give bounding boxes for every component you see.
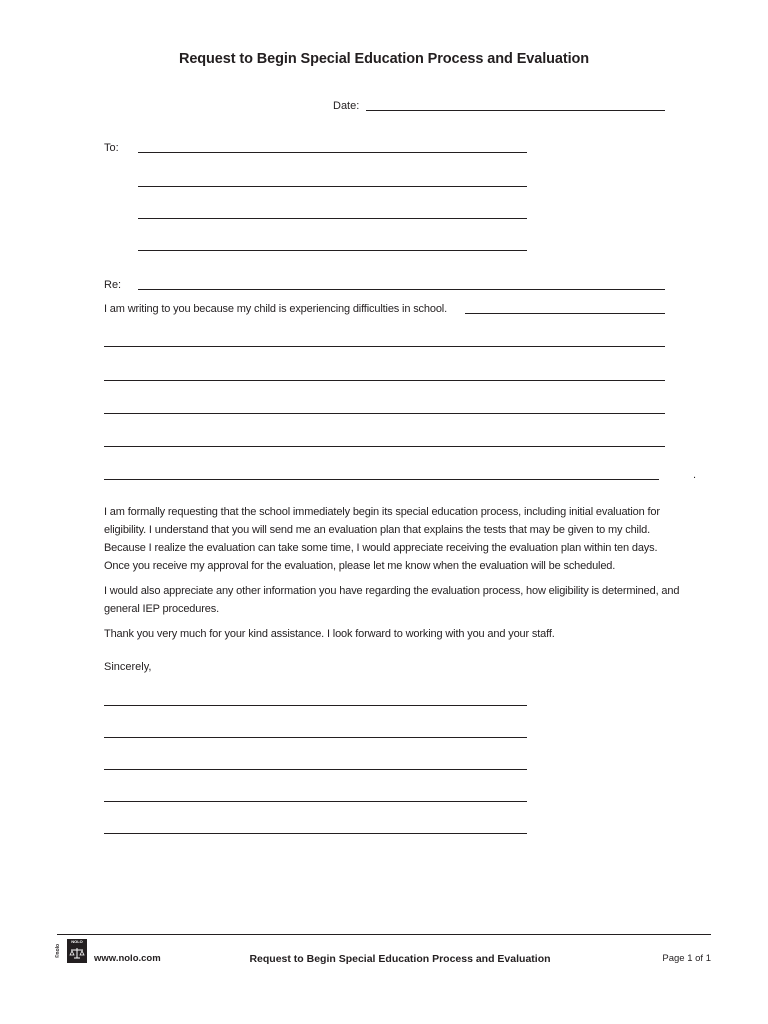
- closing: Sincerely,: [104, 661, 152, 673]
- re-line[interactable]: [138, 289, 665, 290]
- footer-title: Request to Begin Special Education Process and Evaluation: [249, 953, 551, 965]
- footer-page-number: Page 1 of 1: [662, 953, 711, 964]
- document-title: Request to Begin Special Education Process and Evaluation: [178, 51, 590, 67]
- paragraph-line: Because I realize the evaluation can take some time, I would appreciate receiving the evaluation plan within ten days.: [104, 542, 658, 554]
- paragraph-line: Thank you very much for your kind assistance. I look forward to working with you and your staff.: [104, 628, 555, 640]
- signature-line-3[interactable]: [104, 769, 527, 770]
- difficulty-line-4[interactable]: [104, 446, 665, 447]
- date-line[interactable]: [366, 110, 665, 111]
- footer-website[interactable]: www.nolo.com: [94, 953, 161, 964]
- signature-line-5[interactable]: [104, 833, 527, 834]
- difficulty-line-5[interactable]: [104, 479, 659, 480]
- signature-line-2[interactable]: [104, 737, 527, 738]
- logo-text: NOLO: [71, 939, 83, 944]
- paragraph-line: Once you receive my approval for the evaluation, please let me know when the evaluation will be scheduled.: [104, 560, 616, 572]
- signature-line-1[interactable]: [104, 705, 527, 706]
- intro-line[interactable]: [465, 313, 665, 314]
- paragraph-line: general IEP procedures.: [104, 603, 219, 615]
- paragraph-line: I am formally requesting that the school immediately begin its special education process, including initial evaluation for: [104, 506, 660, 518]
- paragraph-request: [104, 503, 714, 575]
- re-label: Re:: [104, 279, 122, 291]
- difficulty-line-1[interactable]: [104, 346, 665, 347]
- date-label: Date:: [333, 100, 360, 112]
- paragraph-line: eligibility. I understand that you will send me an evaluation plan that explains the tests that may be given to my child.: [104, 524, 651, 536]
- to-line-2[interactable]: [138, 186, 527, 187]
- to-line-3[interactable]: [138, 218, 527, 219]
- to-line-1[interactable]: [138, 152, 527, 153]
- paragraph-thanks: [104, 625, 714, 643]
- logo-side-text: ©nolo: [55, 943, 62, 959]
- paragraph-line: I would also appreciate any other information you have regarding the evaluation process, how eligibility is determined, and: [104, 585, 680, 597]
- to-line-4[interactable]: [138, 250, 527, 251]
- signature-line-4[interactable]: [104, 801, 527, 802]
- difficulty-line-2[interactable]: [104, 380, 665, 381]
- intro-text: I am writing to you because my child is experiencing difficulties in school.: [104, 303, 448, 315]
- difficulty-line-3[interactable]: [104, 413, 665, 414]
- trailing-period: .: [693, 469, 697, 481]
- footer-rule: [57, 934, 711, 935]
- paragraph-information: [104, 582, 714, 618]
- to-label: To:: [104, 142, 119, 154]
